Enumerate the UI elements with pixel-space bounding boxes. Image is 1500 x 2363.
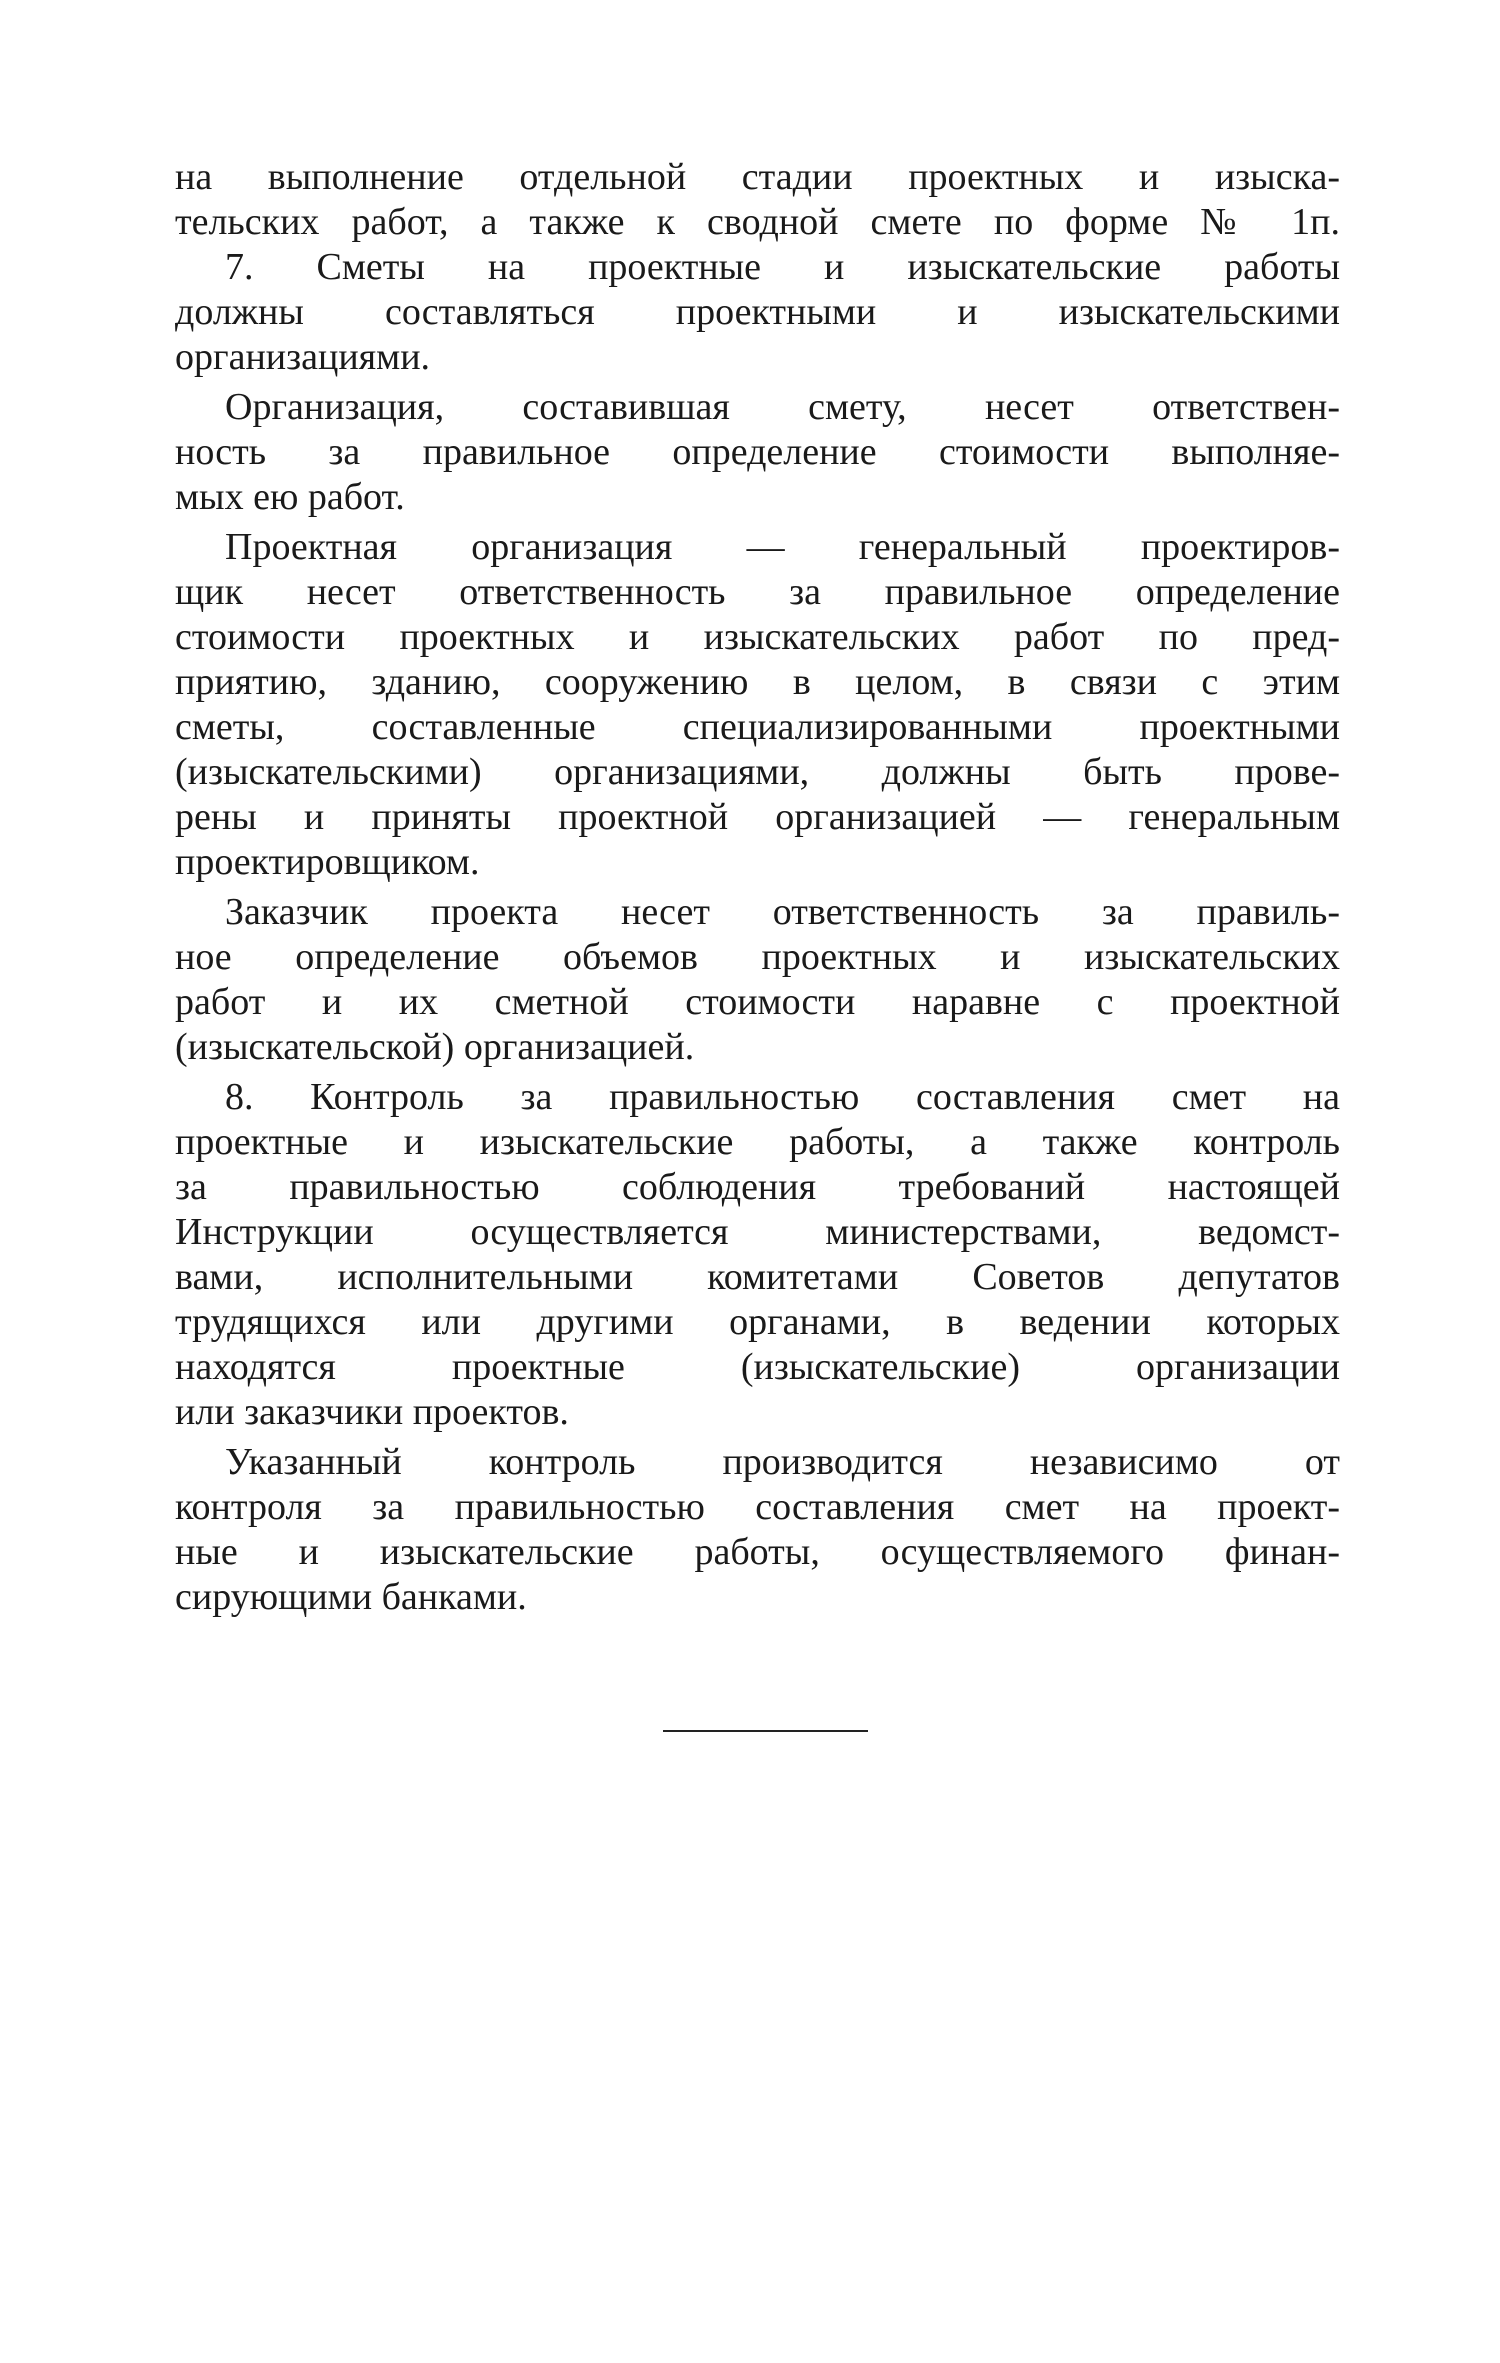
- text-line: стоимости проектных и изыскательских работ по пред-: [175, 616, 1340, 658]
- text-line: проектировщиком.: [175, 841, 480, 883]
- text-line: на выполнение отдельной стадии проектных и изыска-: [175, 156, 1340, 198]
- text-line: щик несет ответственность за правильное определение: [175, 571, 1340, 613]
- paragraph: [175, 890, 1340, 1070]
- text-line: ное определение объемов проектных и изыскательских: [175, 936, 1340, 978]
- text-line: сметы, составленные специализированными проектными: [175, 706, 1340, 748]
- text-line: должны составляться проектными и изыскательскими: [175, 291, 1340, 333]
- text-line: (изыскательскими) организациями, должны быть прове-: [175, 751, 1340, 793]
- paragraph-item-7: [175, 245, 1340, 380]
- text-line: организациями.: [175, 336, 431, 378]
- text-line: сирующими банками.: [175, 1576, 527, 1618]
- text-line: вами, исполнительными комитетами Советов депутатов: [175, 1256, 1340, 1298]
- text-line: рены и приняты проектной организацией — генеральным: [175, 796, 1340, 838]
- paragraph: [175, 155, 1340, 245]
- text-line: находятся проектные (изыскательские) организации: [175, 1346, 1340, 1388]
- text-line: 8. Контроль за правильностью составления смет на: [225, 1076, 1340, 1118]
- text-line: (изыскательской) организацией.: [175, 1026, 695, 1068]
- text-line: трудящихся или другими органами, в ведении которых: [175, 1301, 1340, 1343]
- text-line: приятию, зданию, сооружению в целом, в связи с этим: [175, 661, 1340, 703]
- text-line: Организация, составившая смету, несет ответствен-: [225, 386, 1340, 428]
- text-line: или заказчики проектов.: [175, 1391, 569, 1433]
- text-line: тельских работ, а также к сводной смете по форме № 1п.: [175, 201, 1340, 243]
- text-line: ность за правильное определение стоимости выполняе-: [175, 431, 1340, 473]
- paragraph: [175, 525, 1340, 885]
- text-line: Указанный контроль производится независимо от: [225, 1441, 1340, 1483]
- text-line: Проектная организация — генеральный проектиров-: [225, 526, 1340, 568]
- paragraph: [175, 385, 1340, 520]
- text-line: Инструкции осуществляется министерствами, ведомст-: [175, 1211, 1340, 1253]
- text-line: мых ею работ.: [175, 476, 405, 518]
- text-line: Заказчик проекта несет ответственность за правиль-: [225, 891, 1340, 933]
- document-body: [175, 155, 1340, 1620]
- paragraph: [175, 1440, 1340, 1620]
- text-line: проектные и изыскательские работы, а также контроль: [175, 1121, 1340, 1163]
- text-line: за правильностью соблюдения требований настоящей: [175, 1166, 1340, 1208]
- paragraph-item-8: [175, 1075, 1340, 1435]
- text-line: контроля за правильностью составления смет на проект-: [175, 1486, 1340, 1528]
- text-line: 7. Сметы на проектные и изыскательские работы: [225, 246, 1340, 288]
- end-rule-divider: [663, 1730, 868, 1732]
- text-line: ные и изыскательские работы, осуществляемого финан-: [175, 1531, 1340, 1573]
- text-line: работ и их сметной стоимости наравне с проектной: [175, 981, 1340, 1023]
